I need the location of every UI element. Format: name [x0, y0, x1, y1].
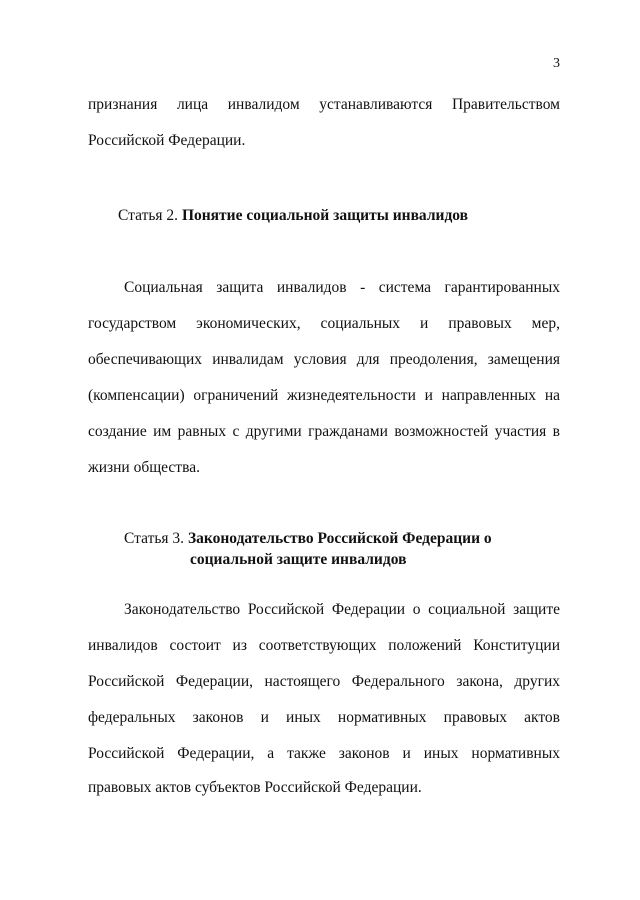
article-3-title-continued: социальной защите инвалидов — [190, 551, 407, 568]
article-2-label: Статья 2. — [118, 207, 179, 224]
article-3-heading — [124, 529, 492, 549]
article-2-title: Понятие социальной защиты инвалидов — [181, 207, 469, 224]
body-text-line: Социальная защита инвалидов - система гарантированных — [124, 279, 560, 296]
body-text-line: государством экономических, социальных и правовых мер, — [88, 315, 560, 332]
page-number: 3 — [553, 56, 560, 71]
body-text-line: Российской Федерации, настоящего Федерального закона, других — [88, 673, 560, 690]
body-text-line: обеспечивающих инвалидам условия для преодоления, замещения — [88, 351, 560, 368]
body-text-line: Российской Федерации. — [88, 132, 246, 149]
article-3-title: Законодательство Российской Федерации о — [187, 530, 492, 547]
article-3-label: Статья 3. — [124, 530, 185, 547]
body-text-line: федеральных законов и иных нормативных правовых актов — [88, 709, 560, 726]
body-text-line: Российской Федерации, а также законов и иных нормативных — [88, 745, 560, 762]
body-text-line: (компенсации) ограничений жизнедеятельности и направленных на — [88, 387, 560, 404]
body-text-line: правовых актов субъектов Российской Федерации. — [88, 779, 422, 796]
body-text-line: Законодательство Российской Федерации о социальной защите — [124, 601, 560, 618]
body-text-line: жизни общества. — [88, 459, 200, 476]
body-text-line: признания лица инвалидом устанавливаются Правительством — [88, 96, 560, 113]
body-text-line: инвалидов состоит из соответствующих положений Конституции — [88, 637, 560, 654]
body-text-line: создание им равных с другими гражданами возможностей участия в — [88, 423, 560, 440]
article-2-heading — [118, 206, 468, 226]
